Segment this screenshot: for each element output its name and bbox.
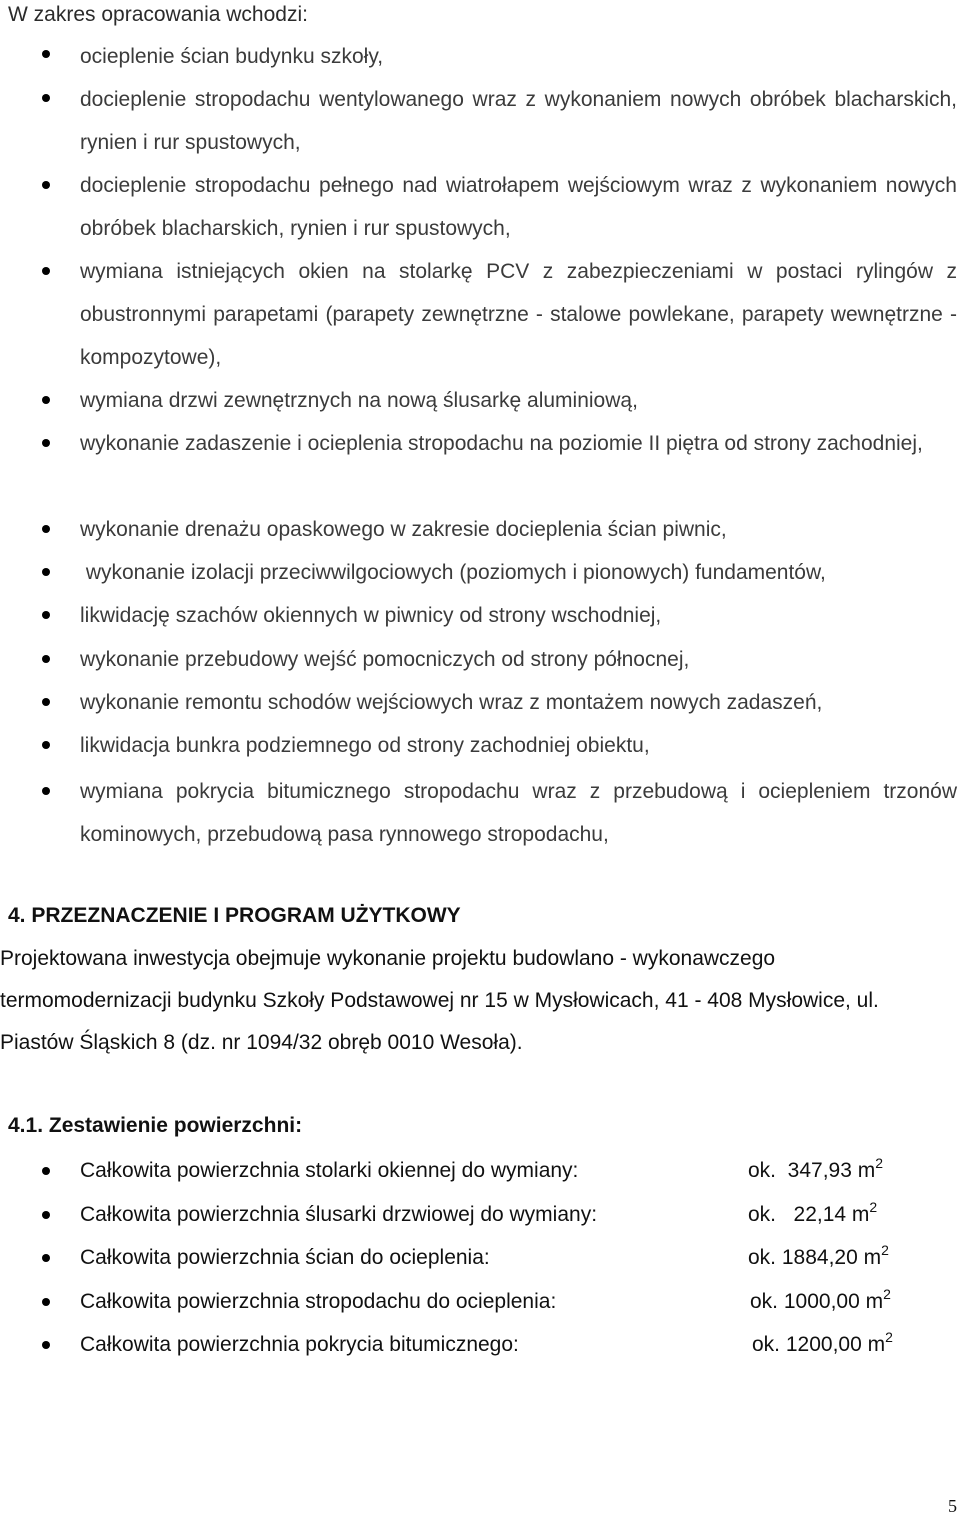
scope-item: wymiana istniejących okien na stolarkę PCV z zabezpieczeniami w postaci rylingów z obustronnymi parapetami (parapety zewnętrzne - stalowe powlekane, parapety wewnętrzne - kompozytowe),	[80, 260, 957, 369]
subsection-number: 4.1.	[8, 1114, 44, 1137]
bullet-icon	[42, 439, 50, 447]
bullet-icon	[42, 267, 50, 275]
area-label: Całkowita powierzchnia stropodachu do ocieplenia:	[80, 1290, 557, 1313]
bullet-icon	[42, 94, 50, 102]
bullet-icon	[42, 741, 50, 749]
scope-item: wykonanie izolacji przeciwwilgociowych (poziomych i pionowych) fundamentów,	[80, 561, 826, 584]
bullet-icon	[42, 1298, 50, 1306]
area-value	[748, 1156, 883, 1186]
bullet-icon	[42, 568, 50, 576]
area-label: Całkowita powierzchnia ścian do ocieplenia:	[80, 1246, 490, 1269]
scope-item: wykonanie zadaszenie i ocieplenia stropodachu na poziomie II piętra od strony zachodniej,	[80, 432, 923, 455]
section-number: 4.	[8, 904, 26, 927]
area-value-text: ok. 22,14 m	[748, 1203, 870, 1226]
unit-exponent: 2	[875, 1155, 884, 1171]
scope-item: wymiana drzwi zewnętrznych na nową ślusarkę aluminiową,	[80, 389, 638, 412]
bullet-icon	[42, 396, 50, 404]
area-value-text: ok. 1200,00 m	[752, 1333, 886, 1356]
bullet-icon	[42, 787, 50, 795]
scope-item: docieplenie stropodachu pełnego nad wiatrołapem wejściowym wraz z wykonaniem nowych obróbek blacharskich, rynien i rur spustowych,	[80, 174, 957, 240]
scope-item: wykonanie remontu schodów wejściowych wraz z montażem nowych zadaszeń,	[80, 691, 823, 714]
unit-exponent: 2	[883, 1286, 891, 1302]
section-title: PRZEZNACZENIE I PROGRAM UŻYTKOWY	[31, 904, 461, 927]
scope-item: docieplenie stropodachu wentylowanego wraz z wykonaniem nowych obróbek blacharskich, rynien i rur spustowych,	[80, 88, 957, 154]
scope-item: likwidacja bunkra podziemnego od strony zachodniej obiektu,	[80, 734, 650, 757]
scope-item: likwidację szachów okiennych w piwnicy od strony wschodniej,	[80, 604, 662, 627]
area-value	[748, 1243, 889, 1273]
bullet-icon	[42, 1341, 50, 1349]
scope-item: wykonanie przebudowy wejść pomocniczych od strony północnej,	[80, 648, 690, 671]
area-value-text: ok. 1000,00 m	[750, 1290, 884, 1313]
subsection-title: Zestawienie powierzchni:	[48, 1114, 303, 1137]
area-label: Całkowita powierzchnia pokrycia bitumicznego:	[80, 1333, 519, 1356]
page-number: 5	[948, 1496, 957, 1516]
bullet-icon	[42, 698, 50, 706]
bullet-icon	[42, 525, 50, 533]
unit-exponent: 2	[885, 1329, 893, 1345]
area-label: Całkowita powierzchnia ślusarki drzwiowej do wymiany:	[80, 1203, 598, 1226]
area-value-text: ok. 1884,20 m	[748, 1246, 882, 1269]
bullet-icon	[42, 1254, 50, 1262]
bullet-icon	[42, 1167, 50, 1175]
section-heading	[8, 901, 461, 931]
bullet-icon	[42, 655, 50, 663]
intro-text: W zakres opracowania wchodzi:	[8, 3, 308, 26]
unit-exponent: 2	[881, 1242, 889, 1258]
bullet-icon	[42, 611, 50, 619]
subsection-heading	[8, 1111, 302, 1141]
area-value	[748, 1200, 877, 1230]
area-label: Całkowita powierzchnia stolarki okiennej do wymiany:	[80, 1159, 579, 1182]
area-value	[750, 1287, 891, 1317]
area-value-text: ok. 347,93 m	[748, 1159, 876, 1182]
unit-exponent: 2	[869, 1199, 878, 1215]
section-paragraph: Projektowana inwestycja obejmuje wykonanie projektu budowlano - wykonawczego termomodernizacji budynku Szkoły Podstawowej nr 15 w Mysłowicach, 41 - 408 Mysłowice, ul. Piastów Śląskich 8 (dz. nr 1094/32 obręb 0010 Wesoła).	[0, 947, 879, 1054]
scope-item: wymiana pokrycia bitumicznego stropodachu wraz z przebudową i ociepleniem trzonów kominowych, przebudową pasa rynnowego stropodachu,	[80, 780, 957, 846]
scope-item: ocieplenie ścian budynku szkoły,	[80, 45, 384, 68]
bullet-icon	[42, 50, 50, 58]
scope-item: wykonanie drenażu opaskowego w zakresie docieplenia ścian piwnic,	[80, 518, 727, 541]
area-value	[752, 1330, 893, 1360]
bullet-icon	[42, 1211, 50, 1219]
bullet-icon	[42, 181, 50, 189]
